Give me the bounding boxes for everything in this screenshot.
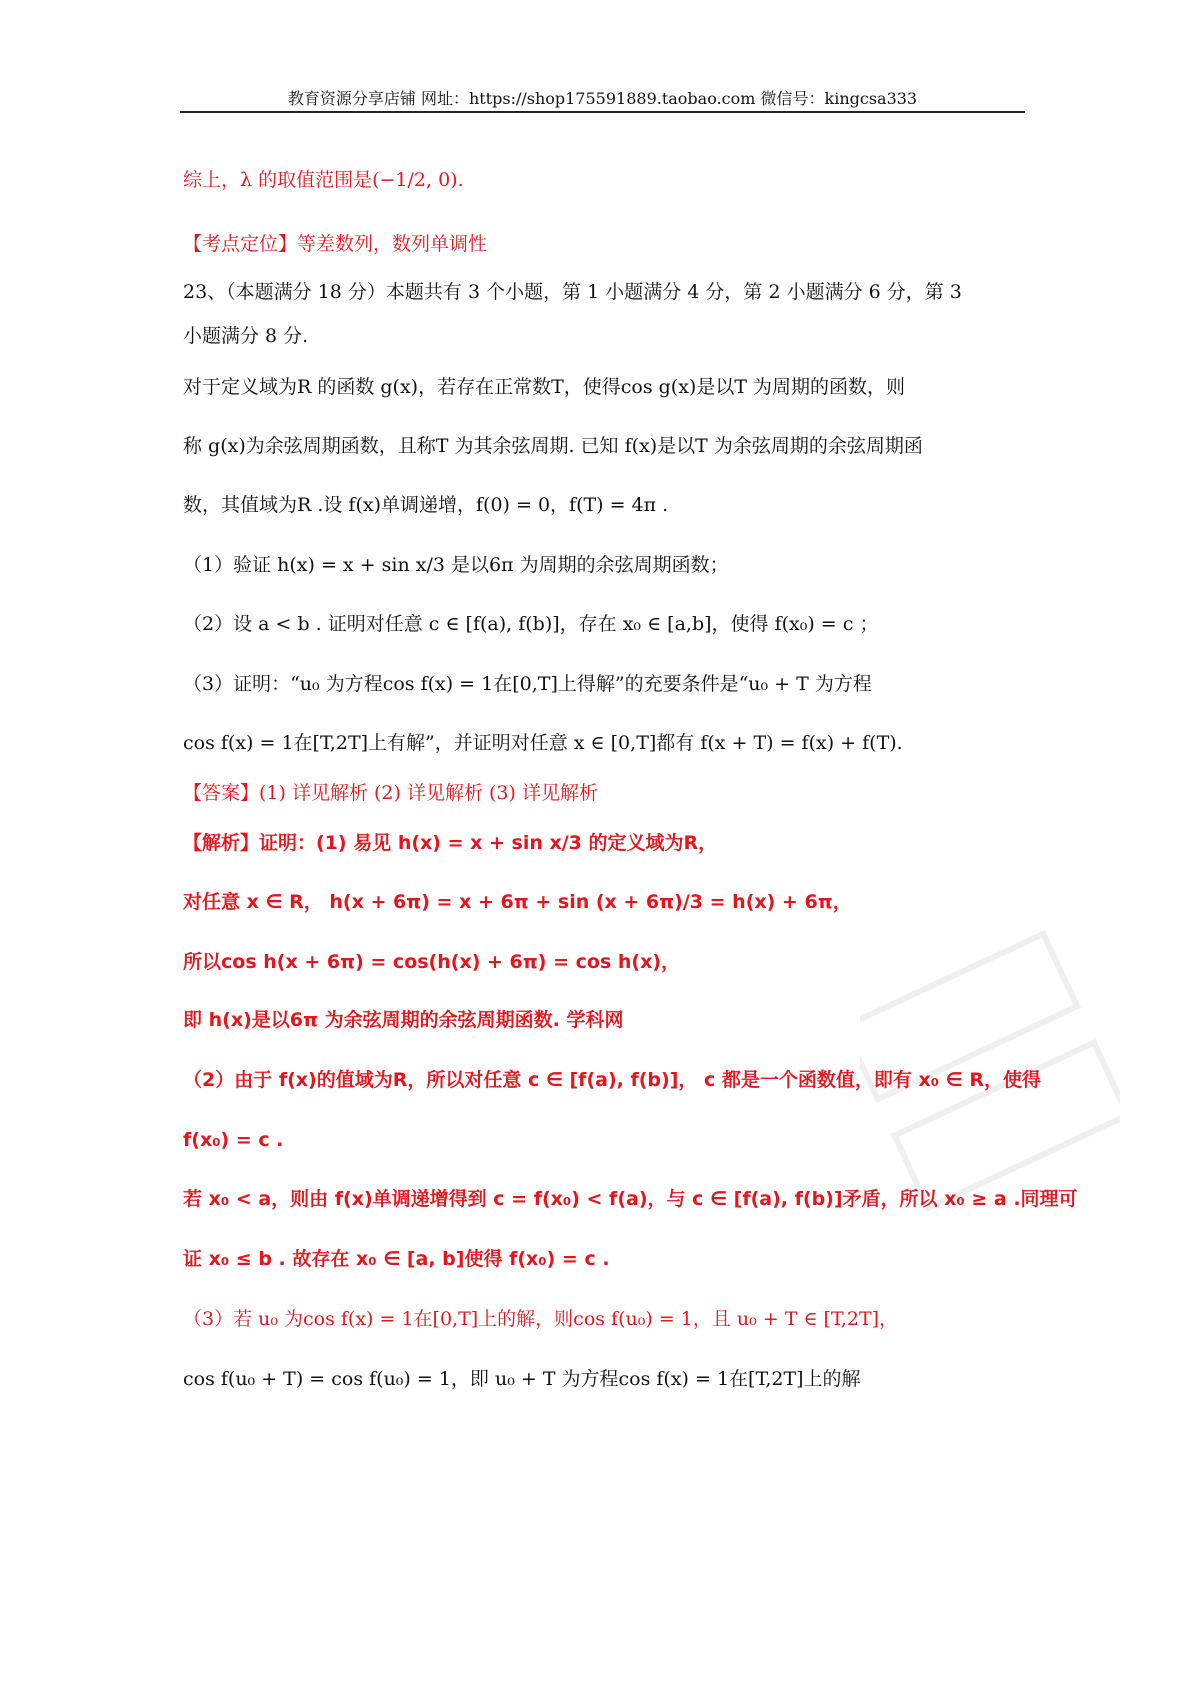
- conclusion-line: 综上，λ 的取值范围是(−1/2, 0).: [183, 169, 464, 191]
- problem-23-intro: 23、（本题满分 18 分）本题共有 3 个小题，第 1 小题满分 4 分，第 2 小题满分 6 分，第 3: [183, 281, 962, 303]
- analysis-10: cos f(u₀ + T) = cos f(u₀) = 1，即 u₀ + T 为方程cos f(x) = 1在[T,2T]上的解: [183, 1368, 861, 1390]
- question-1: （1）验证 h(x) = x + sin x/3 是以6π 为周期的余弦周期函数；: [183, 554, 729, 576]
- analysis-3: 所以cos h(x + 6π) = cos(h(x) + 6π) = cos h(x)，: [183, 951, 681, 973]
- analysis-6: f(x₀) = c .: [183, 1129, 284, 1151]
- analysis-1: 【解析】证明：(1) 易见 h(x) = x + sin x/3 的定义域为R，: [183, 832, 718, 854]
- question-3: （3）证明：“u₀ 为方程cos f(x) = 1在[0,T]上得解”的充要条件是“u₀ + T 为方程: [183, 673, 872, 695]
- question-3-cont: cos f(x) = 1在[T,2T]上有解”，并证明对任意 x ∈ [0,T]都有 f(x + T) = f(x) + f(T).: [183, 732, 903, 754]
- analysis-7: 若 x₀ < a，则由 f(x)单调递增得到 c = f(x₀) < f(a)，与 c ∈ [f(a), f(b)]矛盾，所以 x₀ ≥ a .同理可: [183, 1188, 1078, 1210]
- question-2: （2）设 a < b . 证明对任意 c ∈ [f(a), f(b)]，存在 x₀ ∈ [a,b]，使得 f(x₀) = c ；: [183, 613, 879, 635]
- analysis-5: （2）由于 f(x)的值域为R，所以对任意 c ∈ [f(a), f(b)]， c 都是一个函数值，即有 x₀ ∈ R，使得: [183, 1069, 1041, 1091]
- analysis-4: 即 h(x)是以6π 为余弦周期的余弦周期函数. 学科网: [183, 1009, 624, 1031]
- definition-1: 对于定义域为R 的函数 g(x)，若存在正常数T，使得cos g(x)是以T 为周期的函数，则: [183, 376, 906, 398]
- analysis-9: （3）若 u₀ 为cos f(x) = 1在[0,T]上的解，则cos f(u₀) = 1，且 u₀ + T ∈ [T,2T]，: [183, 1308, 899, 1330]
- answer-line: 【答案】(1) 详见解析 (2) 详见解析 (3) 详见解析: [183, 782, 598, 804]
- analysis-8: 证 x₀ ≤ b . 故存在 x₀ ∈ [a, b]使得 f(x₀) = c .: [183, 1248, 610, 1270]
- header-divider: [180, 111, 1025, 113]
- problem-23-intro-2: 小题满分 8 分.: [183, 325, 309, 347]
- analysis-2: 对任意 x ∈ R， h(x + 6π) = x + 6π + sin (x + 6π)/3 = h(x) + 6π，: [183, 891, 852, 913]
- definition-2: 称 g(x)为余弦周期函数，且称T 为其余弦周期. 已知 f(x)是以T 为余弦周期的余弦周期函: [183, 435, 923, 457]
- definition-3: 数，其值域为R .设 f(x)单调递增，f(0) = 0，f(T) = 4π .: [183, 494, 669, 516]
- topic-tag: 【考点定位】等差数列，数列单调性: [183, 233, 488, 255]
- page-header: 教育资源分享店铺 网址：https://shop175591889.taobao.com 微信号：kingcsa333: [287, 89, 918, 108]
